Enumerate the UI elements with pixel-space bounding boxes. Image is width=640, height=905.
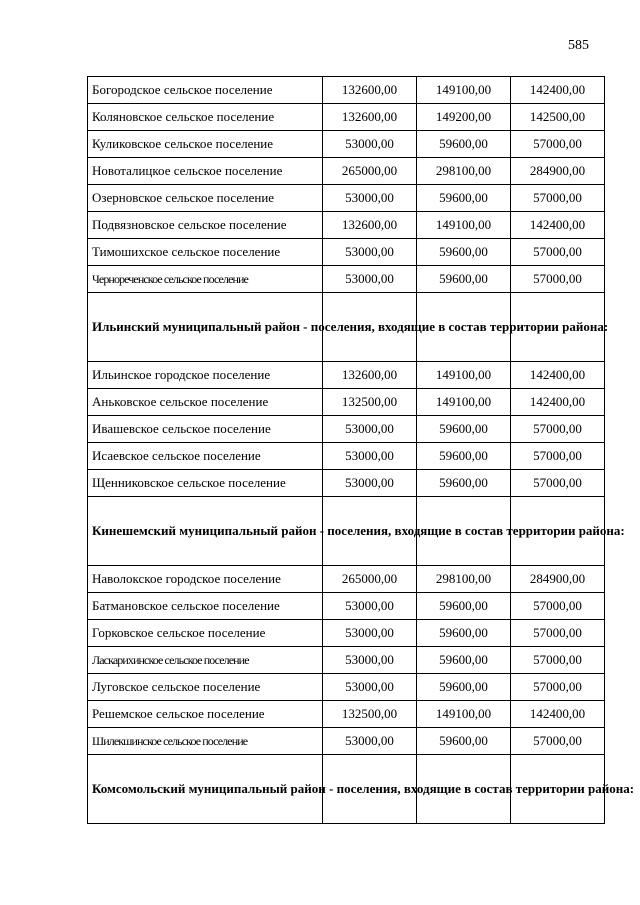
- amount-cell-1: 53000,00: [323, 416, 417, 443]
- amount-cell-3: 142400,00: [511, 389, 605, 416]
- amount-cell-2: 149100,00: [417, 77, 511, 104]
- table-row: [88, 266, 605, 293]
- table-row: [88, 77, 605, 104]
- amount-cell-2: 59600,00: [417, 470, 511, 497]
- settlement-name: Озерновское сельское поселение: [88, 185, 323, 212]
- amount-cell-3: 142400,00: [511, 77, 605, 104]
- section-title: Кинешемский муниципальный район - поселения, входящие в состав территории района:: [88, 497, 323, 566]
- table-row: [88, 593, 605, 620]
- amount-cell-1: 132600,00: [323, 212, 417, 239]
- table-body: [88, 77, 635, 824]
- amount-cell-1: 53000,00: [323, 620, 417, 647]
- amount-cell-2: 59600,00: [417, 647, 511, 674]
- amount-cell-2: 59600,00: [417, 620, 511, 647]
- settlement-name: Коляновское сельское поселение: [88, 104, 323, 131]
- settlement-name: Подвязновское сельское поселение: [88, 212, 323, 239]
- amount-cell-2: 59600,00: [417, 185, 511, 212]
- section-header-row: [88, 293, 605, 362]
- amount-cell-3: 57000,00: [511, 674, 605, 701]
- amount-cell-3: 57000,00: [511, 416, 605, 443]
- amount-cell-2: 149100,00: [417, 389, 511, 416]
- amount-cell-2: 59600,00: [417, 266, 511, 293]
- page-number: 585: [568, 38, 589, 53]
- settlement-name: Ласкарихинское сельское поселение: [88, 647, 323, 674]
- table-row: [88, 158, 605, 185]
- table-row: [88, 416, 605, 443]
- amount-cell-3: 142400,00: [511, 701, 605, 728]
- table-row: [88, 362, 605, 389]
- amount-cell-3: 57000,00: [511, 443, 605, 470]
- amount-cell-3: 57000,00: [511, 470, 605, 497]
- table-row: [88, 185, 605, 212]
- amount-cell-3: 284900,00: [511, 158, 605, 185]
- table-row: [88, 104, 605, 131]
- amount-cell-3: 142500,00: [511, 104, 605, 131]
- amount-cell-2: 298100,00: [417, 566, 511, 593]
- settlement-name: Исаевское сельское поселение: [88, 443, 323, 470]
- table-row: [88, 701, 605, 728]
- amount-cell-3: 57000,00: [511, 266, 605, 293]
- section-header-row: [88, 755, 605, 824]
- table-row: [88, 443, 605, 470]
- settlement-name: Аньковское сельское поселение: [88, 389, 323, 416]
- amount-cell-1: 53000,00: [323, 443, 417, 470]
- amount-cell-1: 53000,00: [323, 266, 417, 293]
- amount-cell-3: 57000,00: [511, 647, 605, 674]
- amount-cell-1: 53000,00: [323, 593, 417, 620]
- amount-cell-2: 59600,00: [417, 131, 511, 158]
- amount-cell-1: 53000,00: [323, 470, 417, 497]
- amount-cell-1: 132600,00: [323, 362, 417, 389]
- amount-cell-3: 57000,00: [511, 131, 605, 158]
- amount-cell-3: 57000,00: [511, 728, 605, 755]
- settlement-name: Щенниковское сельское поселение: [88, 470, 323, 497]
- settlement-name: Ильинское городское поселение: [88, 362, 323, 389]
- amount-cell-1: 53000,00: [323, 185, 417, 212]
- amount-cell-3: 142400,00: [511, 362, 605, 389]
- settlement-name: Шилекшинское сельское поселение: [88, 728, 323, 755]
- amount-cell-1: 265000,00: [323, 566, 417, 593]
- amount-cell-1: 132600,00: [323, 104, 417, 131]
- amount-cell-1: 265000,00: [323, 158, 417, 185]
- amount-cell-3: 57000,00: [511, 185, 605, 212]
- amount-cell-2: 149100,00: [417, 212, 511, 239]
- amount-cell-3: 142400,00: [511, 212, 605, 239]
- table-row: [88, 728, 605, 755]
- budget-table: [87, 76, 635, 824]
- amount-cell-2: 59600,00: [417, 416, 511, 443]
- amount-cell-3: 57000,00: [511, 620, 605, 647]
- settlement-name: Решемское сельское поселение: [88, 701, 323, 728]
- settlement-name: Куликовское сельское поселение: [88, 131, 323, 158]
- amount-cell-2: 59600,00: [417, 239, 511, 266]
- settlement-name: Батмановское сельское поселение: [88, 593, 323, 620]
- table-row: [88, 131, 605, 158]
- section-header-row: [88, 497, 605, 566]
- amount-cell-1: 53000,00: [323, 131, 417, 158]
- amount-cell-2: 149200,00: [417, 104, 511, 131]
- amount-cell-3: 284900,00: [511, 566, 605, 593]
- table-row: [88, 566, 605, 593]
- settlement-name: Богородское сельское поселение: [88, 77, 323, 104]
- settlement-name: Горковское сельское поселение: [88, 620, 323, 647]
- table-row: [88, 212, 605, 239]
- settlement-name: Луговское сельское поселение: [88, 674, 323, 701]
- amount-cell-1: 53000,00: [323, 239, 417, 266]
- settlement-name: Тимошихское сельское поселение: [88, 239, 323, 266]
- settlement-name: Ивашевское сельское поселение: [88, 416, 323, 443]
- settlement-name: Новоталицкое сельское поселение: [88, 158, 323, 185]
- amount-cell-1: 53000,00: [323, 728, 417, 755]
- amount-cell-1: 132500,00: [323, 701, 417, 728]
- amount-cell-2: 59600,00: [417, 593, 511, 620]
- settlement-name: Наволокское городское поселение: [88, 566, 323, 593]
- amount-cell-2: 59600,00: [417, 674, 511, 701]
- table-row: [88, 470, 605, 497]
- amount-cell-1: 132600,00: [323, 77, 417, 104]
- settlement-name: Чернореченское сельское поселение: [88, 266, 323, 293]
- amount-cell-3: 57000,00: [511, 593, 605, 620]
- table-row: [88, 674, 605, 701]
- table-row: [88, 647, 605, 674]
- amount-cell-2: 149100,00: [417, 701, 511, 728]
- amount-cell-3: 57000,00: [511, 239, 605, 266]
- amount-cell-2: 149100,00: [417, 362, 511, 389]
- section-title: Комсомольский муниципальный район - поселения, входящие в состав территории района:: [88, 755, 323, 824]
- amount-cell-1: 53000,00: [323, 674, 417, 701]
- amount-cell-2: 298100,00: [417, 158, 511, 185]
- amount-cell-2: 59600,00: [417, 728, 511, 755]
- amount-cell-1: 132500,00: [323, 389, 417, 416]
- table-row: [88, 620, 605, 647]
- table-row: [88, 239, 605, 266]
- amount-cell-2: 59600,00: [417, 443, 511, 470]
- section-title: Ильинский муниципальный район - поселения, входящие в состав территории района:: [88, 293, 323, 362]
- amount-cell-1: 53000,00: [323, 647, 417, 674]
- table-row: [88, 389, 605, 416]
